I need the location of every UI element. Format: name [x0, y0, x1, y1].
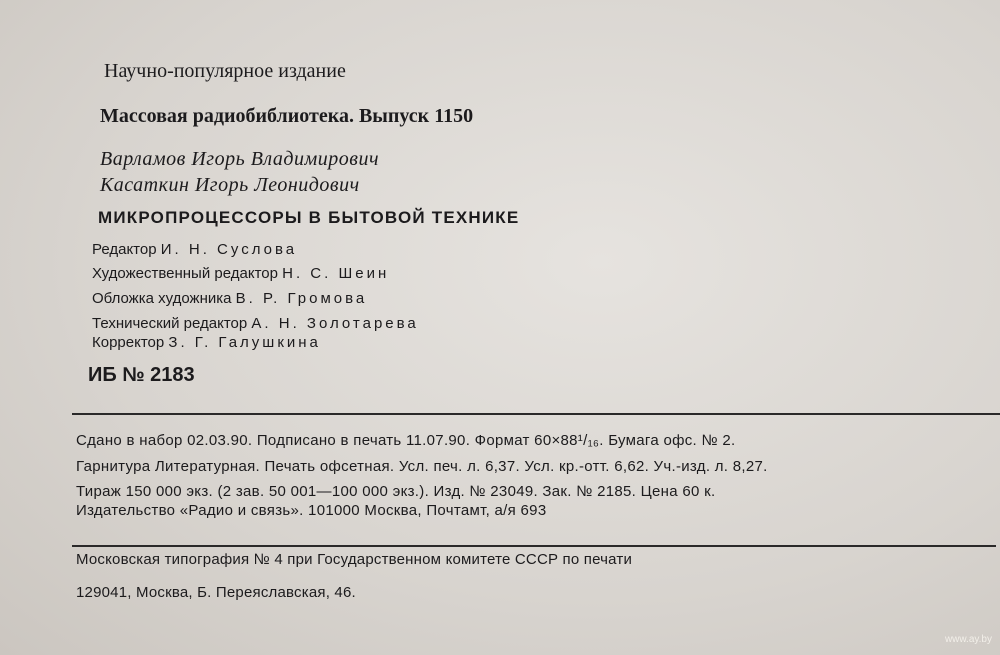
credit-editor: [92, 241, 297, 258]
author-name: Варламов Игорь Владимирович: [100, 148, 379, 170]
printer-address: 129041, Москва, Б. Переяславская, 46.: [76, 584, 356, 601]
credit-role: Технический редактор: [92, 315, 248, 332]
divider: [72, 413, 1000, 415]
credit-art-editor: [92, 265, 389, 282]
credit-name: И. Н. Суслова: [160, 241, 298, 258]
credit-role: Обложка художника: [92, 290, 232, 307]
credit-name: В. Р. Громова: [235, 290, 368, 307]
book-title: МИКРОПРОЦЕССОРЫ В БЫТОВОЙ ТЕХНИКЕ: [98, 208, 520, 227]
printer-name: Московская типография № 4 при Государственном комитете СССР по печати: [76, 551, 633, 568]
credit-role: Редактор: [92, 241, 157, 258]
credit-proofreader: [92, 334, 321, 351]
imprint-line: Гарнитура Литературная. Печать офсетная. Усл. печ. л. 6,37. Усл. кр.-отт. 6,62. Уч.-изд. л. 8,27.: [76, 458, 768, 475]
ib-number: ИБ № 2183: [88, 364, 195, 386]
imprint-line: Сдано в набор 02.03.90. Подписано в печать 11.07.90. Формат 60×88¹/₁₆. Бумага офс. № 2.: [76, 432, 736, 449]
credit-name: Н. С. Шеин: [282, 265, 390, 282]
imprint-line: Тираж 150 000 экз. (2 зав. 50 001—100 000 экз.). Изд. № 23049. Зак. № 2185. Цена 60 к.: [76, 483, 716, 500]
imprint-line: Издательство «Радио и связь». 101000 Москва, Почтамт, а/я 693: [76, 502, 547, 519]
series-title: Массовая радиобиблиотека. Выпуск 1150: [100, 105, 474, 127]
watermark: www.ay.by: [944, 634, 992, 645]
credit-tech-editor: [92, 315, 419, 332]
divider: [72, 545, 996, 547]
credit-name: А. Н. Золотарева: [251, 315, 419, 332]
credit-cover-artist: [92, 290, 367, 307]
credit-role: Художественный редактор: [92, 265, 278, 282]
author-name: Касаткин Игорь Леонидович: [100, 174, 360, 196]
edition-type: Научно-популярное издание: [104, 60, 346, 82]
credit-name: З. Г. Галушкина: [168, 334, 321, 351]
credit-role: Корректор: [92, 334, 165, 351]
